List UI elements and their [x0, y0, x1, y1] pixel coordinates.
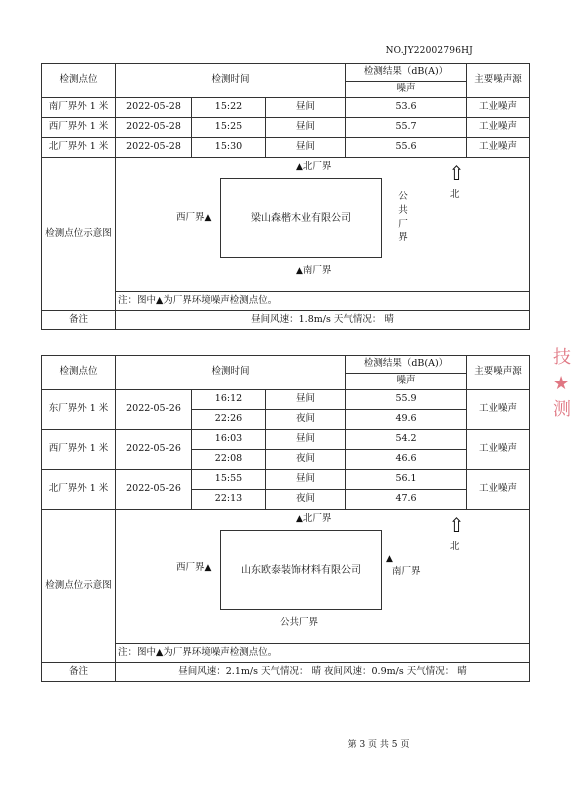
diagram-note: 注：图中▲为厂界环境噪声检测点位。: [116, 644, 530, 663]
page-number: 第 3 页 共 5 页: [347, 740, 410, 750]
report-number: NO.JY22002796HJ: [385, 46, 473, 56]
north-label: 北: [450, 189, 460, 200]
diagram-cell: [116, 158, 530, 292]
cell-source: 工业噪声: [467, 138, 530, 158]
cell-value: 55.7: [346, 118, 467, 138]
header-point: 检测点位: [42, 64, 116, 98]
noise-table-1: [41, 63, 530, 330]
cell-time: 15:22: [192, 98, 266, 118]
header-noise: 噪声: [346, 82, 467, 98]
site-diagram: [116, 510, 529, 643]
table-row: [42, 138, 530, 158]
west-boundary-marker: [176, 563, 211, 574]
cell-period: 昼间: [266, 138, 346, 158]
south-boundary-label: 南厂界: [302, 265, 332, 276]
cell-point: 东厂界外 1 米: [42, 390, 116, 430]
table-row: [42, 390, 530, 410]
cell-date: 2022-05-28: [116, 98, 192, 118]
diagram-row-label: 检测点位示意图: [42, 158, 116, 311]
cell-value: 55.9: [346, 390, 467, 410]
factory-box: [220, 530, 382, 610]
cell-period: 夜间: [266, 490, 346, 510]
site-diagram: [116, 158, 529, 291]
cell-time: 15:55: [192, 470, 266, 490]
cell-date: 2022-05-28: [116, 138, 192, 158]
cell-date: 2022-05-26: [116, 430, 192, 470]
south-boundary-label: 南厂界: [392, 566, 421, 577]
north-boundary-marker: [296, 514, 331, 525]
south-boundary-marker: [392, 567, 421, 577]
cell-source: 工业噪声: [467, 98, 530, 118]
header-noise: 噪声: [346, 374, 467, 390]
table-row: [42, 98, 530, 118]
cell-point: 北厂界外 1 米: [42, 470, 116, 510]
cell-date: 2022-05-28: [116, 118, 192, 138]
header-time: 检测时间: [116, 356, 346, 390]
header-result: 检测结果（dB(A)）: [346, 64, 467, 82]
cell-value: 55.6: [346, 138, 467, 158]
cell-time: 16:03: [192, 430, 266, 450]
noise-table-2: [41, 355, 530, 682]
cell-source: 工业噪声: [467, 430, 530, 470]
cell-point: 南厂界外 1 米: [42, 98, 116, 118]
header-result: 检测结果（dB(A)）: [346, 356, 467, 374]
cell-point: 北厂界外 1 米: [42, 138, 116, 158]
cell-time: 22:08: [192, 450, 266, 470]
west-boundary-label: 西厂界: [176, 212, 205, 223]
header-source: 主要噪声源: [467, 64, 530, 98]
cell-time: 22:26: [192, 410, 266, 430]
cell-time: 15:25: [192, 118, 266, 138]
cell-value: 49.6: [346, 410, 467, 430]
cell-period: 昼间: [266, 118, 346, 138]
seal-stamp: 技 ★ 测: [553, 347, 571, 420]
factory-box: [220, 178, 382, 258]
company-name: 山东欧泰装饰材料有限公司: [241, 564, 361, 576]
measure-point-icon: ▲: [296, 162, 303, 172]
cell-point: 西厂界外 1 米: [42, 430, 116, 470]
north-boundary-label: 北厂界: [302, 513, 332, 524]
diagram-note: 注：图中▲为厂界环境噪声检测点位。: [116, 292, 530, 311]
cell-value: 47.6: [346, 490, 467, 510]
north-arrow-icon: ⇧: [448, 513, 465, 537]
west-boundary-marker: [176, 213, 211, 224]
table-row: [42, 470, 530, 490]
diagram-row-label: 检测点位示意图: [42, 510, 116, 663]
diagram-cell: [116, 510, 530, 644]
north-boundary-label: 北厂界: [302, 161, 332, 172]
header-time: 检测时间: [116, 64, 346, 98]
cell-source: 工业噪声: [467, 470, 530, 510]
cell-time: 15:30: [192, 138, 266, 158]
cell-value: 53.6: [346, 98, 467, 118]
cell-source: 工业噪声: [467, 390, 530, 430]
measure-point-icon: ▲: [386, 554, 393, 564]
table-row: [42, 430, 530, 450]
shared-boundary-label: 公共厂界: [280, 617, 319, 628]
north-boundary-marker: [296, 162, 331, 173]
remark-label: 备注: [42, 311, 116, 330]
cell-time: 22:13: [192, 490, 266, 510]
cell-period: 昼间: [266, 98, 346, 118]
table-row: [42, 118, 530, 138]
south-boundary-marker: [296, 266, 331, 277]
measure-point-icon: ▲: [204, 563, 212, 573]
company-name: 梁山森楷木业有限公司: [251, 212, 351, 224]
north-arrow-icon: ⇧: [448, 161, 465, 185]
measure-point-icon: ▲: [296, 514, 303, 524]
cell-source: 工业噪声: [467, 118, 530, 138]
north-label: 北: [450, 541, 460, 552]
cell-period: 昼间: [266, 470, 346, 490]
cell-period: 夜间: [266, 410, 346, 430]
cell-value: 54.2: [346, 430, 467, 450]
cell-period: 昼间: [266, 430, 346, 450]
cell-date: 2022-05-26: [116, 470, 192, 510]
header-source: 主要噪声源: [467, 356, 530, 390]
east-measure-marker: [386, 554, 393, 565]
remark-text: 昼间风速：2.1m/s 天气情况： 晴 夜间风速：0.9m/s 天气情况： 晴: [116, 663, 530, 682]
cell-date: 2022-05-26: [116, 390, 192, 430]
header-point: 检测点位: [42, 356, 116, 390]
cell-period: 夜间: [266, 450, 346, 470]
measure-point-icon: ▲: [204, 213, 212, 223]
cell-value: 56.1: [346, 470, 467, 490]
cell-period: 昼间: [266, 390, 346, 410]
remark-label: 备注: [42, 663, 116, 682]
shared-boundary-vertical: 公 共 厂 界: [398, 191, 408, 244]
cell-time: 16:12: [192, 390, 266, 410]
cell-value: 46.6: [346, 450, 467, 470]
remark-text: 昼间风速：1.8m/s 天气情况： 晴: [116, 311, 530, 330]
west-boundary-label: 西厂界: [176, 562, 205, 573]
measure-point-icon: ▲: [296, 266, 303, 276]
cell-point: 西厂界外 1 米: [42, 118, 116, 138]
